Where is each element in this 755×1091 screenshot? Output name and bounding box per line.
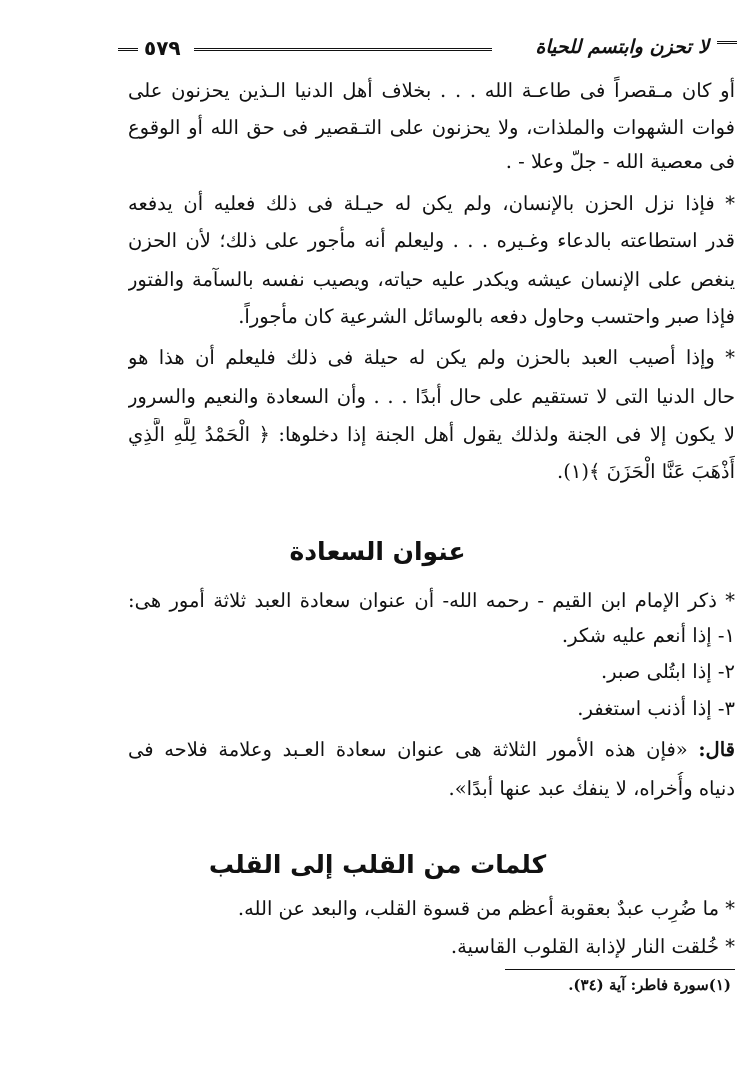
paragraph-line: فى معصية الله - جلّ وعلا - . [505,150,735,173]
paragraph-line: ينغص على الإنسان عيشه ويكدر عليه حياته، ويصيب نفسه بالسآمة والفتور [128,268,735,291]
paragraph-line: فإذا صبر واحتسب وحاول دفعه بالوسائل الشرعية كان مأجوراً. [238,305,735,328]
section-intro: * ذكر الإمام ابن القيم - رحمه الله- أن عنوان سعادة العبد ثلاثة أمور هى: [128,589,735,612]
list-item: ١- إذا أنعم عليه شكر. [561,624,735,647]
quote-label: قال: [698,738,735,761]
section-heading: عنوان السعادة [289,537,466,566]
paragraph-line: حال الدنيا التى لا تستقيم على حال أبدًا . . . وأن السعادة والنعيم والسرور [128,385,735,408]
quote-line: دنياه وأُخراه، لا ينفك عبد عنها أبدًا». [448,777,735,800]
paragraph-line: * فإذا نزل الحزن بالإنسان، ولم يكن له حيـلة فى ذلك فعليه أن يدفعه [128,192,735,215]
list-item: ٣- إذا أذنب استغفر. [577,697,735,720]
paragraph-line: أَذْهَبَ عَنَّا الْحَزَنَ ﴾(١). [557,460,735,483]
header-ornament-left [118,48,138,57]
book-title: لا تحزن وابتسم للحياة [535,36,709,58]
footnote: (١)سورة فاطر: آية (٣٤). [568,976,731,994]
page-number: ٥٧٩ [144,36,181,60]
paragraph-line: لا يكون إلا فى الجنة ولذلك يقول أهل الجنة إذا دخلوها: ﴿ الْحَمْدُ لِلَّهِ الَّذِي [128,423,735,446]
aphorism-line: * خُلقت النار لإذابة القلوب القاسية. [450,935,735,958]
quote-line [128,733,735,767]
aphorism-line: * ما ضُرِب عبدٌ بعقوبة أعظم من قسوة القلب، والبعد عن الله. [237,897,735,920]
section-heading: كلمات من القلب إلى القلب [208,850,547,879]
header-rule [194,48,492,57]
paragraph-line: * وإذا أصيب العبد بالحزن ولم يكن له حيلة فى ذلك فليعلم أن هذا هو [128,346,735,369]
footnote-rule [505,969,735,970]
paragraph-line: أو كان مـقصراً فى طاعـة الله . . . بخلاف أهل الدنيا الـذين يحزنون على [128,79,735,102]
paragraph-line: فوات الشهوات والملذات، ولا يحزنون على التـقصير فى حق الله أو الوقوع [128,116,735,139]
paragraph-line: قدر استطاعته بالدعاء وغـيره . . . وليعلم أنه مأجور على ذلك؛ لأن الحزن [128,229,735,252]
quote-text: «فإن هذه الأمور الثلاثة هى عنوان سعادة العـبد وعلامة فلاحه فى [128,738,688,761]
running-header [118,36,737,66]
header-ornament-right [717,41,737,50]
list-item: ٢- إذا ابتُلى صبر. [600,660,735,683]
